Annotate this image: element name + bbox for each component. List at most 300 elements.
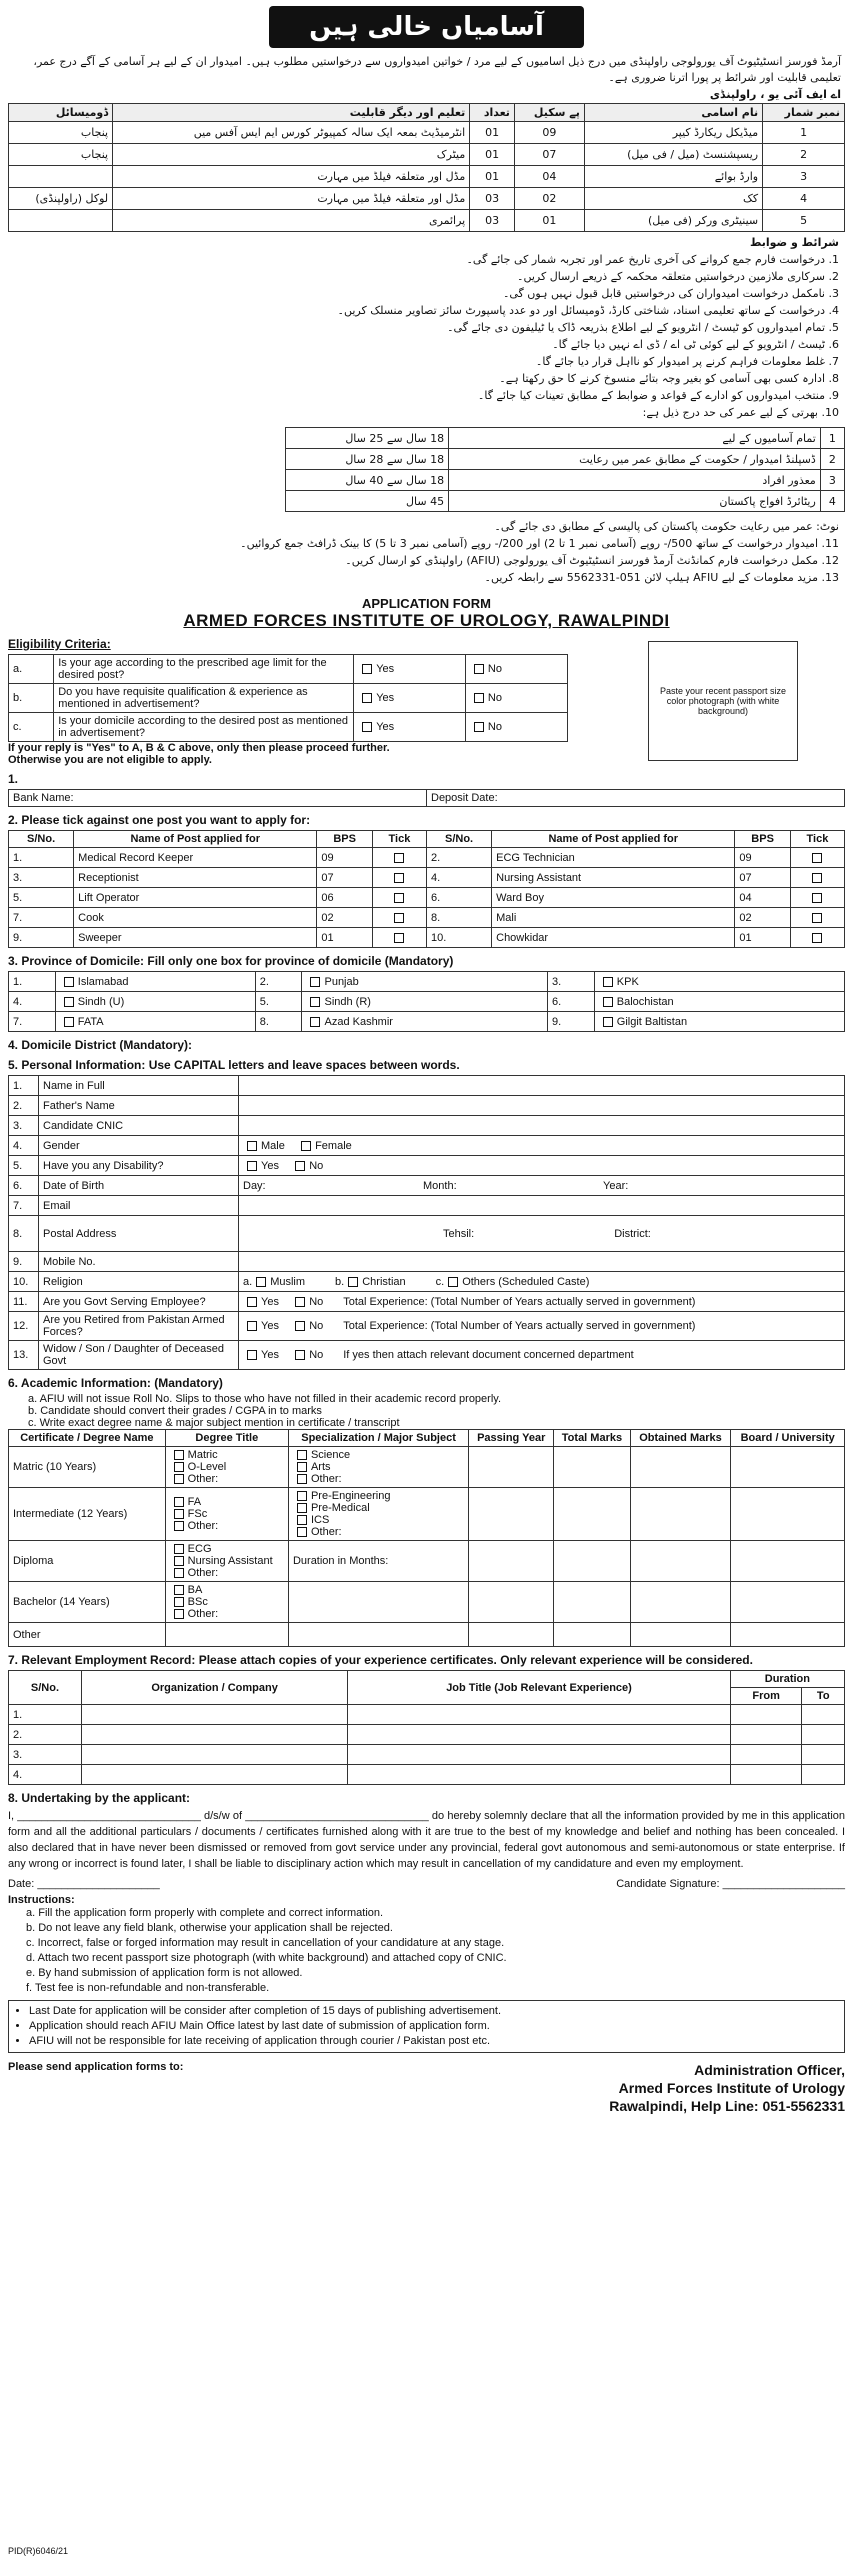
academic-note: a. AFIU will not issue Roll No. Slips to those who have not filled in their academic record properly. — [28, 1393, 502, 1405]
academic-cell[interactable] — [469, 1447, 554, 1488]
emp-head-org: Organization / Company — [81, 1671, 347, 1705]
personal-value[interactable] — [239, 1176, 845, 1196]
degree-checkbox[interactable] — [174, 1450, 184, 1460]
job-count: 01 — [470, 166, 515, 188]
religion-key: a. — [243, 1275, 253, 1288]
spec-option — [293, 1449, 464, 1461]
table-row — [9, 684, 568, 713]
post-sno: 6. — [426, 888, 491, 908]
date-field[interactable]: Date: ____________________ — [8, 1878, 160, 1890]
condition-item: 9. منتخب امیدواروں کو ادارے کے قواعد و ضوابط کے مطابق تعینات کیا جائے گا۔ — [477, 389, 839, 402]
personal-no: 7. — [9, 1196, 39, 1216]
province-no: 2. — [255, 972, 302, 992]
eligibility-note-1: If your reply is "Yes" to A, B & C above, only then please proceed further. — [8, 742, 390, 754]
no-checkbox[interactable] — [474, 664, 484, 674]
table-row — [9, 713, 568, 742]
table-row — [9, 1312, 845, 1341]
yes-checkbox[interactable] — [362, 693, 372, 703]
post-bps: 07 — [735, 868, 791, 888]
province-checkbox[interactable] — [310, 977, 320, 987]
degree-option — [170, 1496, 284, 1508]
spec-option — [293, 1461, 464, 1473]
post-header-6: BPS — [735, 831, 791, 848]
yes-label: Yes — [376, 721, 395, 733]
pid-code: PID(R)6046/21 — [8, 2546, 69, 2556]
academic-cell[interactable] — [731, 1541, 845, 1582]
spec-checkbox[interactable] — [297, 1491, 307, 1501]
province-option — [302, 972, 548, 992]
degree-option — [170, 1449, 284, 1461]
post-bps: 04 — [735, 888, 791, 908]
year-label: Year: — [603, 1179, 629, 1192]
post-name: Lift Operator — [74, 888, 317, 908]
section-7: 7. Relevant Employment Record: Please attach copies of your experience certificates. Only relevant experience will be considered. — [8, 1653, 753, 1667]
emp-cell[interactable] — [802, 1745, 845, 1765]
personal-value[interactable] — [239, 1272, 845, 1292]
academic-cell[interactable] — [731, 1488, 845, 1541]
table-row — [9, 1216, 845, 1252]
condition-item: 3. نامکمل درخواست امیدواران کی درخواستیں قابل قبول نہیں ہوں گی۔ — [502, 287, 839, 300]
province-option — [302, 992, 548, 1012]
personal-label: Mobile No. — [39, 1252, 239, 1272]
conditions — [8, 232, 845, 423]
emp-cell[interactable] — [348, 1725, 731, 1745]
table-row — [9, 1272, 845, 1292]
post-checkbox[interactable] — [394, 893, 404, 903]
academic-cell[interactable] — [731, 1582, 845, 1623]
send-to: Please send application forms to: — [8, 2061, 184, 2073]
post-name: Nursing Assistant — [492, 868, 735, 888]
post-sno: 1. — [9, 848, 74, 868]
academic-cell[interactable] — [469, 1582, 554, 1623]
academic-cert: Other — [9, 1623, 166, 1647]
province-no: 3. — [548, 972, 595, 992]
personal-label: Email — [39, 1196, 239, 1216]
eligibility-table — [8, 654, 568, 742]
academic-cell[interactable] — [731, 1623, 845, 1647]
emp-head-to: To — [802, 1688, 845, 1705]
others-label: Others (Scheduled Caste) — [462, 1275, 590, 1288]
degree-label: Other: — [187, 1567, 219, 1579]
degree-label: BA — [187, 1584, 203, 1596]
academic-spec — [288, 1623, 468, 1647]
table-row — [9, 1623, 845, 1647]
province-name: Sindh (R) — [324, 995, 371, 1008]
emp-cell[interactable] — [730, 1745, 802, 1765]
degree-checkbox[interactable] — [174, 1568, 184, 1578]
emp-cell[interactable] — [730, 1765, 802, 1785]
emp-cell[interactable] — [348, 1745, 731, 1765]
province-option — [302, 1012, 548, 1032]
province-name: FATA — [77, 1015, 104, 1028]
no-checkbox[interactable] — [474, 722, 484, 732]
post-bps: 02 — [735, 908, 791, 928]
spec-label: Other: — [310, 1473, 342, 1485]
elig-no — [465, 684, 567, 713]
degree-checkbox[interactable] — [174, 1497, 184, 1507]
section-5: 5. Personal Information: Use CAPITAL letters and leave spaces between words. — [8, 1058, 460, 1072]
personal-label: Name in Full — [39, 1076, 239, 1096]
personal-value[interactable] — [239, 1341, 845, 1370]
emp-cell[interactable] — [802, 1705, 845, 1725]
deposit-date-field[interactable] — [427, 790, 845, 807]
age-table — [285, 427, 845, 512]
post-checkbox[interactable] — [394, 853, 404, 863]
academic-cell[interactable] — [469, 1488, 554, 1541]
degree-checkbox[interactable] — [174, 1544, 184, 1554]
condition-item: 5. تمام امیدواروں کو ٹیسٹ / انٹرویو کے لیے اطلاع بذریعہ ڈاک یا ٹیلیفون دی جائے گی۔ — [447, 321, 839, 334]
others-checkbox[interactable] — [448, 1277, 458, 1287]
job-no: 1 — [763, 122, 845, 144]
male-checkbox[interactable] — [247, 1141, 257, 1151]
post-name: ECG Technician — [492, 848, 735, 868]
yes-label: Yes — [261, 1159, 279, 1172]
table-row — [9, 1447, 845, 1488]
spec-checkbox[interactable] — [297, 1515, 307, 1525]
spec-checkbox[interactable] — [297, 1527, 307, 1537]
job-count: 01 — [470, 122, 515, 144]
province-checkbox[interactable] — [603, 997, 613, 1007]
job-domicile: لوکل (راولپنڈی) — [9, 188, 113, 210]
province-checkbox[interactable] — [603, 977, 613, 987]
jobs-header-2: پے سکیل — [514, 104, 584, 122]
academic-cell[interactable] — [554, 1488, 630, 1541]
emp-cell[interactable] — [730, 1705, 802, 1725]
christian-label: Christian — [362, 1275, 406, 1288]
personal-value[interactable] — [239, 1312, 845, 1341]
post-name: Receptionist — [74, 868, 317, 888]
section-4: 4. Domicile District (Mandatory): — [8, 1038, 193, 1052]
condition-item: 6. ٹیسٹ / انٹرویو کے لیے کوئی ٹی اے / ڈی اے نہیں دیا جائے گا۔ — [552, 338, 839, 351]
eligibility-note-2: Otherwise you are not eligible to apply. — [8, 754, 212, 766]
personal-label: Are you Retired from Pakistan Armed Forces? — [39, 1312, 239, 1341]
table-row — [9, 972, 845, 992]
muslim-checkbox[interactable] — [256, 1277, 266, 1287]
post-tick — [372, 928, 426, 948]
post-checkbox[interactable] — [812, 893, 822, 903]
spec-label: Other: — [310, 1526, 342, 1538]
condition-item: 1. درخواست فارم جمع کروانے کی آخری تاریخ عمر اور تجربہ شمار کی جائے گی۔ — [466, 253, 839, 266]
academic-header-6: Board / University — [731, 1430, 845, 1447]
table-row — [9, 1076, 845, 1096]
degree-option — [170, 1543, 284, 1555]
personal-no: 12. — [9, 1312, 39, 1341]
job-domicile: پنجاب — [9, 144, 113, 166]
note-item: 11. امیدوار درخواست کے ساتھ 500/- روپے (آسامی نمبر 1 تا 2) اور 200/- روپے (آسامی نمبر 3 تا 5) کا بینک ڈرافٹ جمع کروائیں۔ — [240, 537, 839, 550]
age-no: 2 — [820, 449, 844, 470]
bank-name-field[interactable] — [9, 790, 427, 807]
spec-label: Duration in Months: — [292, 1555, 389, 1567]
yes-label: Yes — [261, 1349, 279, 1361]
form-institute: ARMED FORCES INSTITUTE OF UROLOGY, RAWALPINDI — [183, 611, 670, 630]
muslim-label: Muslim — [270, 1275, 306, 1288]
degree-option — [170, 1596, 284, 1608]
personal-value[interactable] — [239, 1116, 845, 1136]
post-tick — [790, 868, 844, 888]
academic-cert: Bachelor (14 Years) — [9, 1582, 166, 1623]
academic-titles — [165, 1488, 288, 1541]
table-row — [286, 470, 845, 491]
personal-value[interactable] — [239, 1136, 845, 1156]
spec-option — [293, 1502, 464, 1514]
personal-value[interactable] — [239, 1252, 845, 1272]
academic-cell[interactable] — [630, 1447, 731, 1488]
academic-header-4: Total Marks — [554, 1430, 630, 1447]
academic-cell[interactable] — [630, 1582, 731, 1623]
post-name: Chowkidar — [492, 928, 735, 948]
academic-cell[interactable] — [554, 1582, 630, 1623]
instruction-item: c. Incorrect, false or forged information may result in cancellation of your candidature at any stage. — [26, 1937, 505, 1949]
spec-checkbox[interactable] — [297, 1462, 307, 1472]
table-row — [286, 428, 845, 449]
section-2: 2. Please tick against one post you want to apply for: — [8, 813, 311, 827]
no-checkbox[interactable] — [295, 1350, 305, 1360]
emp-cell[interactable] — [81, 1765, 347, 1785]
personal-no: 2. — [9, 1096, 39, 1116]
province-checkbox[interactable] — [603, 1017, 613, 1027]
no-label: No — [487, 721, 502, 733]
personal-value[interactable] — [239, 1156, 845, 1176]
degree-checkbox[interactable] — [174, 1474, 184, 1484]
academic-cell[interactable] — [630, 1623, 731, 1647]
academic-cell[interactable] — [731, 1447, 845, 1488]
personal-value[interactable] — [239, 1196, 845, 1216]
academic-header-5: Obtained Marks — [630, 1430, 731, 1447]
degree-checkbox[interactable] — [174, 1585, 184, 1595]
post-bps: 01 — [735, 928, 791, 948]
personal-table — [8, 1075, 845, 1370]
personal-label: Are you Govt Serving Employee? — [39, 1292, 239, 1312]
yes-label: Yes — [376, 663, 395, 675]
post-checkbox[interactable] — [812, 913, 822, 923]
academic-cell[interactable] — [554, 1447, 630, 1488]
academic-titles — [165, 1582, 288, 1623]
spec-option — [293, 1526, 464, 1538]
condition-item: 7. غلط معلومات فراہم کرنے پر امیدوار کو نااہل قرار دیا جائے گا۔ — [535, 355, 839, 368]
table-row — [286, 491, 845, 512]
post-header-0: S/No. — [9, 831, 74, 848]
post-sno: 7. — [9, 908, 74, 928]
province-name: Gilgit Baltistan — [616, 1015, 688, 1028]
province-checkbox[interactable] — [64, 977, 74, 987]
job-qual: میٹرک — [113, 144, 470, 166]
christian-checkbox[interactable] — [348, 1277, 358, 1287]
job-post: میڈیکل ریکارڈ کیپر — [584, 122, 762, 144]
table-row — [9, 1541, 845, 1582]
job-qual: مڈل اور متعلقہ فیلڈ میں مہارت — [113, 166, 470, 188]
table-row — [9, 868, 845, 888]
post-header-3: Tick — [372, 831, 426, 848]
job-post: سینیٹری ورکر (فی میل) — [584, 210, 762, 232]
age-category: ریٹائرڈ افواج پاکستان — [449, 491, 821, 512]
emp-cell[interactable] — [81, 1725, 347, 1745]
no-checkbox[interactable] — [295, 1321, 305, 1331]
bank-name-label: Bank Name: — [13, 792, 74, 804]
post-sno: 2. — [426, 848, 491, 868]
eligibility-title: Eligibility Criteria: — [8, 637, 111, 651]
post-bps: 09 — [317, 848, 373, 868]
advertisement-page — [8, 6, 845, 2554]
table-row — [9, 1252, 845, 1272]
job-bps: 09 — [514, 122, 584, 144]
emp-cell[interactable] — [348, 1765, 731, 1785]
no-checkbox[interactable] — [295, 1161, 305, 1171]
academic-cell[interactable] — [554, 1541, 630, 1582]
personal-no: 10. — [9, 1272, 39, 1292]
elig-key: c. — [9, 713, 54, 742]
degree-label: Matric — [187, 1449, 218, 1461]
academic-header-1: Degree Title — [165, 1430, 288, 1447]
emp-sno: 4. — [9, 1765, 82, 1785]
sign-line-2: Armed Forces Institute of Urology — [618, 2080, 845, 2096]
spec-checkbox[interactable] — [297, 1474, 307, 1484]
degree-checkbox[interactable] — [174, 1597, 184, 1607]
personal-no: 6. — [9, 1176, 39, 1196]
age-limit: 18 سال سے 25 سال — [286, 428, 449, 449]
degree-checkbox[interactable] — [174, 1509, 184, 1519]
degree-option — [170, 1461, 284, 1473]
table-row — [9, 210, 845, 232]
table-row — [9, 655, 568, 684]
academic-cell[interactable] — [469, 1623, 554, 1647]
yes-checkbox[interactable] — [362, 722, 372, 732]
no-checkbox[interactable] — [295, 1297, 305, 1307]
academic-table — [8, 1429, 845, 1647]
sign-line-3: Rawalpindi, Help Line: 051-5562331 — [609, 2098, 845, 2114]
province-checkbox[interactable] — [64, 1017, 74, 1027]
emp-sno: 3. — [9, 1745, 82, 1765]
province-no: 4. — [9, 992, 56, 1012]
province-name: KPK — [616, 975, 639, 988]
province-option — [55, 992, 255, 1012]
personal-value[interactable] — [239, 1096, 845, 1116]
post-header-4: S/No. — [426, 831, 491, 848]
job-bps: 07 — [514, 144, 584, 166]
province-no: 6. — [548, 992, 595, 1012]
emp-cell[interactable] — [81, 1705, 347, 1725]
degree-checkbox[interactable] — [174, 1609, 184, 1619]
personal-value[interactable] — [239, 1076, 845, 1096]
personal-no: 8. — [9, 1216, 39, 1252]
spec-option — [293, 1555, 464, 1567]
personal-value[interactable] — [239, 1216, 845, 1252]
age-limit: 18 سال سے 40 سال — [286, 470, 449, 491]
yes-checkbox[interactable] — [247, 1321, 257, 1331]
sign-line-1: Administration Officer, — [694, 2062, 845, 2078]
academic-titles — [165, 1447, 288, 1488]
academic-spec — [288, 1488, 468, 1541]
post-checkbox[interactable] — [394, 873, 404, 883]
total-experience: Total Experience: (Total Number of Years actually served in government) — [343, 1295, 696, 1308]
degree-label: FA — [187, 1496, 202, 1508]
ad-header — [8, 6, 845, 48]
table-row — [9, 1341, 845, 1370]
academic-cell[interactable] — [630, 1488, 731, 1541]
table-row — [9, 1136, 845, 1156]
province-checkbox[interactable] — [64, 997, 74, 1007]
jobs-header-5: ڈومیسائل — [9, 104, 113, 122]
emp-cell[interactable] — [802, 1725, 845, 1745]
post-checkbox[interactable] — [812, 873, 822, 883]
elig-key: a. — [9, 655, 54, 684]
instruction-item: b. Do not leave any field blank, otherwise your application shall be rejected. — [26, 1922, 393, 1934]
instruction-item: a. Fill the application form properly with complete and correct information. — [26, 1907, 384, 1919]
spec-option — [293, 1514, 464, 1526]
ad-intro: آرمڈ فورسز انسٹیٹیوٹ آف یورولوجی راولپنڈی میں درج ذیل اسامیوں کے لیے مرد / خواتین امیدواروں سے درخواستیں مطلوب ہیں۔ امیدوار ان کے لیے ہر آسامی کے آگے درج عمر، تعلیمی قابلیت اور شرائط پر پورا اترنا ضروری ہے۔ — [33, 55, 841, 84]
female-checkbox[interactable] — [301, 1141, 311, 1151]
job-post: کک — [584, 188, 762, 210]
post-bps: 01 — [317, 928, 373, 948]
post-tick — [790, 888, 844, 908]
yes-checkbox[interactable] — [247, 1350, 257, 1360]
jobs-header-4: تعلیم اور دیگر قابلیت — [113, 104, 470, 122]
post-checkbox[interactable] — [394, 913, 404, 923]
degree-checkbox[interactable] — [174, 1462, 184, 1472]
last-date-item: • AFIU will not be responsible for late receiving of application through courier / Pakistan post etc. — [29, 2034, 838, 2049]
elig-yes — [354, 684, 466, 713]
yes-checkbox[interactable] — [247, 1297, 257, 1307]
academic-titles — [165, 1541, 288, 1582]
yes-label: Yes — [376, 692, 395, 704]
age-limit: 18 سال سے 28 سال — [286, 449, 449, 470]
no-checkbox[interactable] — [474, 693, 484, 703]
province-name: Punjab — [324, 975, 359, 988]
emp-cell[interactable] — [81, 1745, 347, 1765]
form-title: APPLICATION FORM — [361, 596, 492, 611]
emp-cell[interactable] — [348, 1705, 731, 1725]
province-option — [594, 972, 844, 992]
elig-key: b. — [9, 684, 54, 713]
total-experience: Total Experience: (Total Number of Years actually served in government) — [343, 1320, 696, 1332]
academic-cell[interactable] — [630, 1541, 731, 1582]
yes-checkbox[interactable] — [362, 664, 372, 674]
spec-option — [293, 1473, 464, 1485]
yes-label: Yes — [261, 1295, 279, 1308]
no-label: No — [309, 1349, 324, 1361]
signature-block — [609, 2061, 845, 2115]
province-option — [55, 972, 255, 992]
personal-no: 11. — [9, 1292, 39, 1312]
post-sno: 3. — [9, 868, 74, 888]
personal-no: 13. — [9, 1341, 39, 1370]
post-bps: 09 — [735, 848, 791, 868]
job-post: ریسپشنسٹ (میل / فی میل) — [584, 144, 762, 166]
jobs-header-0: نمبر شمار — [763, 104, 845, 122]
yes-checkbox[interactable] — [247, 1161, 257, 1171]
spec-option — [293, 1490, 464, 1502]
emp-cell[interactable] — [730, 1725, 802, 1745]
academic-cell[interactable] — [554, 1623, 630, 1647]
province-checkbox[interactable] — [310, 997, 320, 1007]
last-date-item: • Application should reach AFIU Main Office latest by last date of submission of application form. — [29, 2019, 838, 2034]
province-checkbox[interactable] — [310, 1017, 320, 1027]
degree-checkbox[interactable] — [174, 1521, 184, 1531]
table-row — [9, 1488, 845, 1541]
signature-field[interactable]: Candidate Signature: ____________________ — [616, 1878, 845, 1890]
emp-cell[interactable] — [802, 1765, 845, 1785]
post-tick — [372, 868, 426, 888]
province-option — [594, 1012, 844, 1032]
post-tick — [790, 908, 844, 928]
personal-value[interactable] — [239, 1292, 845, 1312]
post-checkbox[interactable] — [394, 933, 404, 943]
spec-checkbox[interactable] — [297, 1503, 307, 1513]
academic-cell[interactable] — [469, 1541, 554, 1582]
post-checkbox[interactable] — [812, 853, 822, 863]
post-checkbox[interactable] — [812, 933, 822, 943]
spec-checkbox[interactable] — [297, 1450, 307, 1460]
degree-checkbox[interactable] — [174, 1556, 184, 1566]
